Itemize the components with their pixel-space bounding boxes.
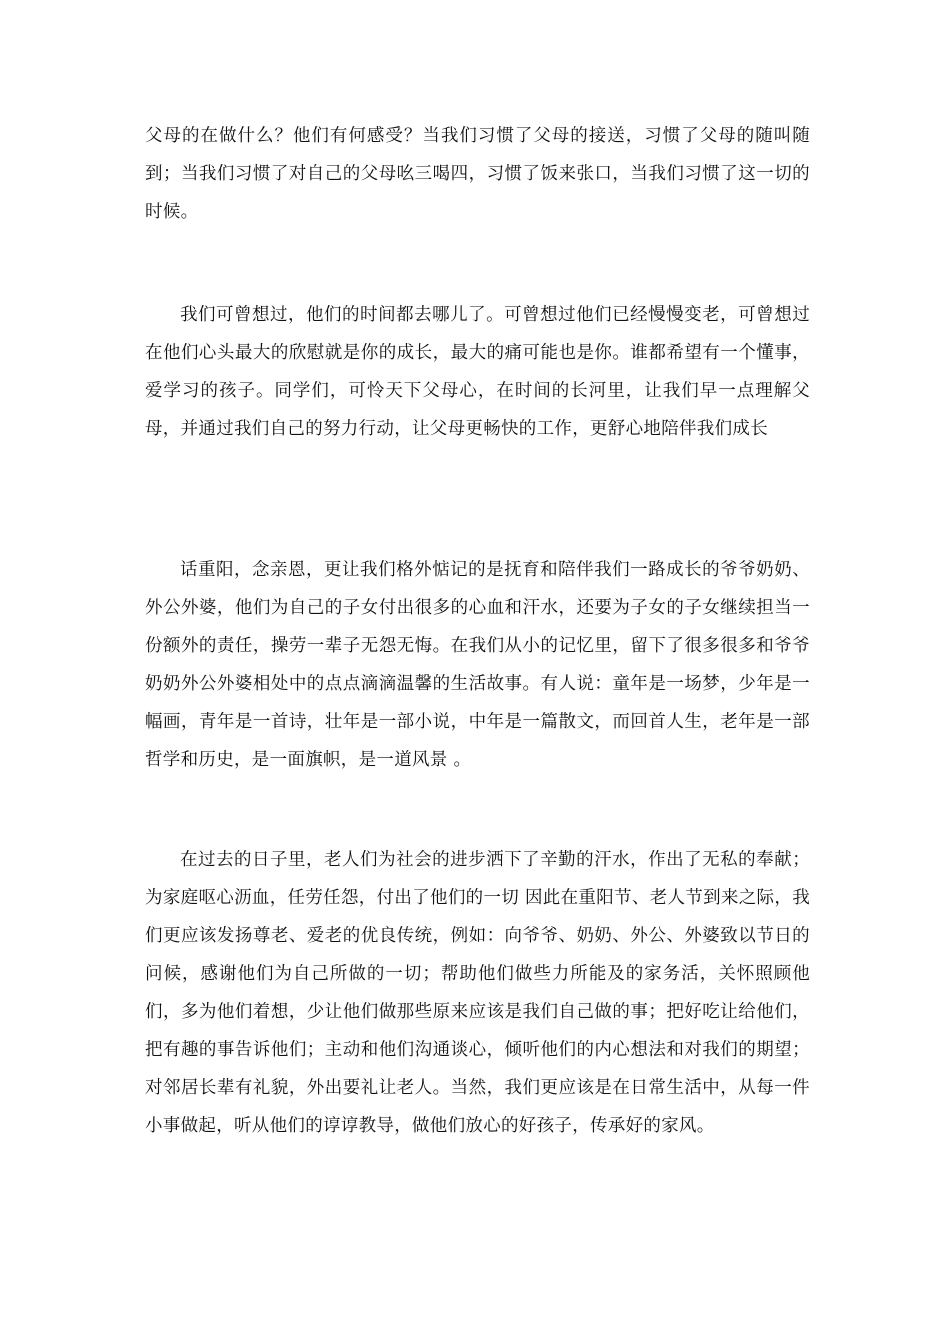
paragraph-4: 在过去的日子里，老人们为社会的进步洒下了辛勤的汗水，作出了无私的奉献；为家庭呕心沥血，任劳任怨，付出了他们的一切 因此在重阳节、老人节到来之际，我们更应该发扬尊老、爱老的优良传统，例如：向爷爷、奶奶、外公、外婆致以节日的问候，感谢他们为自己所做的一切；帮助他们做些力所能及的家务活，关怀照顾他们，多为他们着想，少让他们做那些原来应该是我们自己做的事；把好吃让给他们，把有趣的事告诉他们；主动和他们沟通谈心，倾听他们的内心想法和对我们的期望；对邻居长辈有礼貌，外出要礼让老人。当然，我们更应该是在日常生活中，从每一件小事做起，听从他们的谆谆教导，做他们放心的好孩子，传承好的家风。	[145, 850, 810, 1136]
paragraph-2: 我们可曾想过，他们的时间都去哪儿了。可曾想过他们已经慢慢变老，可曾想过在他们心头最大的欣慰就是你的成长，最大的痛可能也是你。谁都希望有一个懂事，爱学习的孩子。同学们，可怜天下父母心，在时间的长河里，让我们早一点理解父母，并通过我们自己的努力行动，让父母更畅快的工作，更舒心地陪伴我们成长	[145, 305, 810, 439]
paragraph-1: 父母的在做什么？他们有何感受？当我们习惯了父母的接送，习惯了父母的随叫随到；当我们习惯了对自己的父母吆三喝四，习惯了饭来张口，当我们习惯了这一切的时候。	[145, 126, 810, 222]
paragraph-3: 话重阳，念亲恩，更让我们格外惦记的是抚育和陪伴我们一路成长的爷爷奶奶、外公外婆，他们为自己的子女付出很多的心血和汗水，还要为子女的子女继续担当一份额外的责任，操劳一辈子无怨无悔。在我们从小的记忆里，留下了很多很多和爷爷奶奶外公外婆相处中的点点滴滴温馨的生活故事。有人说：童年是一场梦，少年是一幅画，青年是一首诗，壮年是一部小说，中年是一篇散文，而回首人生，老年是一部哲学和历史，是一面旗帜，是一道风景 。	[145, 560, 810, 770]
